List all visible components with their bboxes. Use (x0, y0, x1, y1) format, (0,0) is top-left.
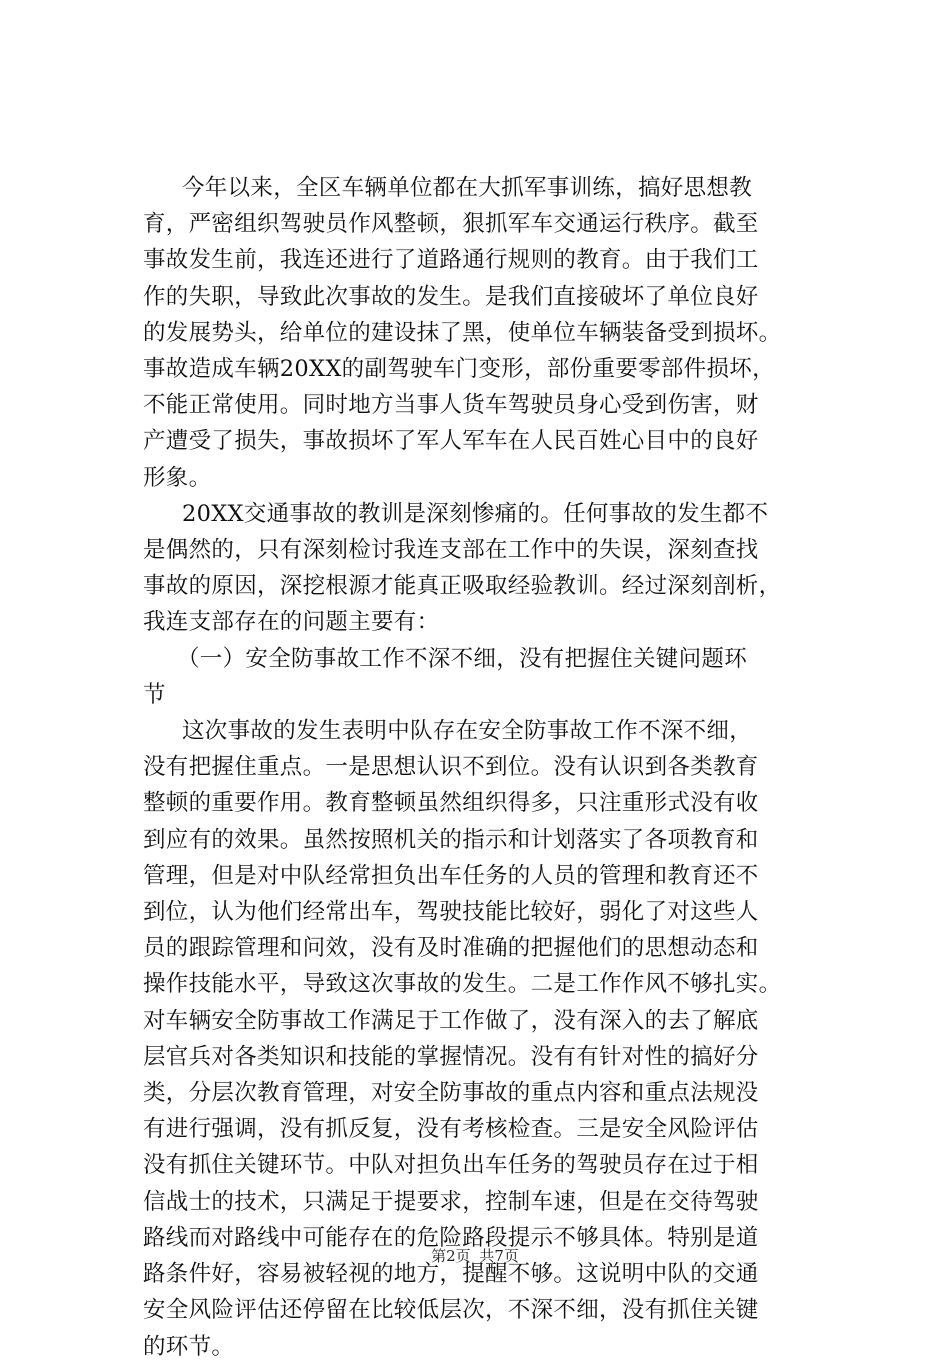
text-line: 到位，认为他们经常出车，驾驶技能比较好，弱化了对这些人 (143, 899, 759, 926)
paragraph-3 (143, 713, 843, 1365)
text-line: 事故发生前，我连还进行了道路通行规则的教育。由于我们工 (143, 247, 759, 274)
text-line: 事故造成车辆20XX的副驾驶车门变形，部份重要零部件损坏， (143, 356, 775, 383)
text-line: 育，严密组织驾驶员作风整顿，狠抓军车交通运行秩序。截至 (143, 211, 759, 238)
heading-line: 节 (143, 681, 166, 708)
text-line: 事故的原因，深挖根源才能真正吸取经验教训。经过深刻剖析， (143, 573, 782, 600)
text-line: 管理，但是对中队经常担负出车任务的人员的管理和教育还不 (143, 862, 759, 889)
text-line: 的发展势头，给单位的建设抹了黑，使单位车辆装备受到损坏。 (143, 319, 782, 346)
text-line: 的环节。 (143, 1333, 235, 1360)
text-line: 这次事故的发生表明中队存在安全防事故工作不深不细， (182, 718, 753, 745)
text-line: 不能正常使用。同时地方当事人货车驾驶员身心受到伤害，财 (143, 392, 759, 419)
text-line: 今年以来，全区车辆单位都在大抓军事训练，搞好思想教 (182, 175, 753, 201)
text-line: 20XX交通事故的教训是深刻惨痛的。任何事故的发生都不 (182, 500, 769, 527)
text-line: 员的跟踪管理和问效，没有及时准确的把握他们的思想动态和 (143, 935, 759, 962)
text-line: 是偶然的，只有深刻检讨我连支部在工作中的失误，深刻查找 (143, 537, 759, 564)
section-heading (143, 641, 843, 713)
text-line: 没有把握住重点。一是思想认识不到位。没有认识到各类教育 (143, 754, 759, 781)
text-line: 操作技能水平，导致这次事故的发生。二是工作作风不够扎实。 (143, 971, 782, 998)
text-line: 到应有的效果。虽然按照机关的指示和计划落实了各项教育和 (143, 826, 759, 853)
heading-line: （一）安全防事故工作不深不细，没有把握住关键问题环 (177, 645, 748, 672)
text-line: 路条件好，容易被轻视的地方，提醒不够。这说明中队的交通 (143, 1261, 759, 1288)
text-line: 对车辆安全防事故工作满足于工作做了，没有深入的去了解底 (143, 1007, 759, 1034)
text-line: 形象。 (143, 464, 212, 491)
text-line: 路线而对路线中可能存在的危险路段提示不够具体。特别是道 (143, 1224, 759, 1251)
paragraph-1 (143, 170, 843, 496)
paragraph-2 (143, 496, 843, 641)
text-line: 我连支部存在的问题主要有： (143, 609, 440, 636)
text-line: 信战士的技术，只满足于提要求，控制车速，但是在交待驾驶 (143, 1188, 759, 1215)
document-body (143, 170, 843, 1365)
text-line: 类，分层次教育管理，对安全防事故的重点内容和重点法规没 (143, 1080, 759, 1107)
text-line: 没有抓住关键环节。中队对担负出车任务的驾驶员存在过于相 (143, 1152, 759, 1179)
text-line: 安全风险评估还停留在比较低层次，不深不细，没有抓住关键 (143, 1297, 759, 1324)
page-number: 第2页 (431, 1247, 471, 1265)
text-line: 层官兵对各类知识和技能的掌握情况。没有有针对性的搞好分 (143, 1043, 759, 1070)
text-line: 作的失职，导致此次事故的发生。是我们直接破坏了单位良好 (143, 283, 759, 310)
text-line: 有进行强调，没有抓反复，没有考核检查。三是安全风险评估 (143, 1116, 759, 1143)
text-line: 产遭受了损失，事故损坏了军人军车在人民百姓心目中的良好 (143, 428, 759, 455)
text-line: 整顿的重要作用。教育整顿虽然组织得多，只注重形式没有收 (143, 790, 759, 817)
page-footer (0, 1245, 950, 1266)
page-total: 共7页 (479, 1247, 519, 1265)
